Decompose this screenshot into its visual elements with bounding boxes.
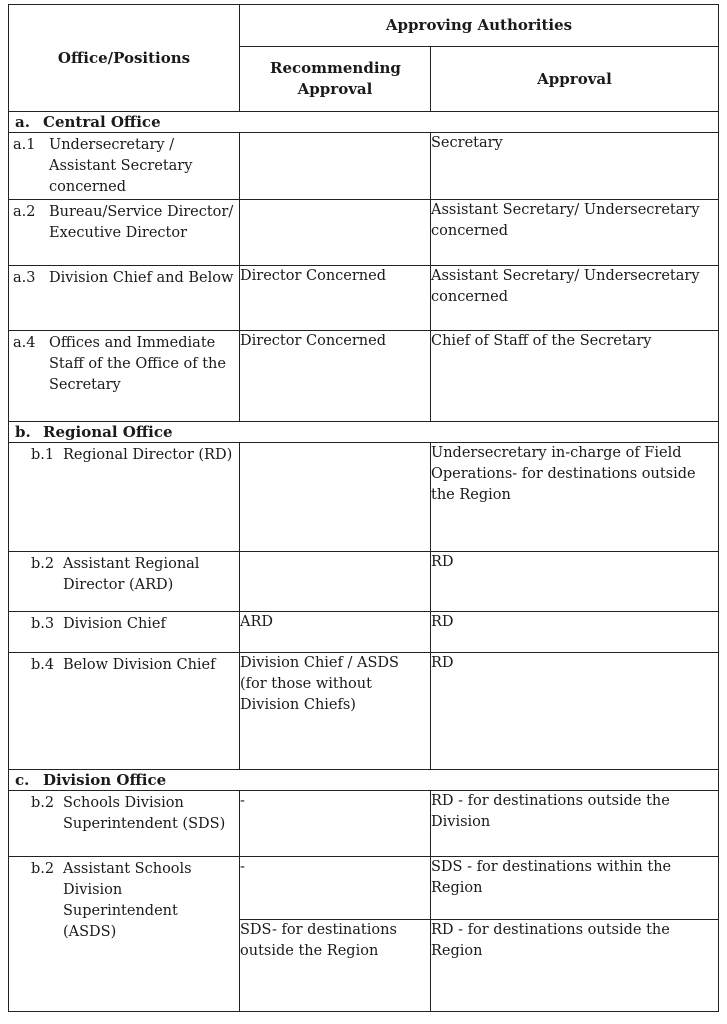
approval-cell: Assistant Secretary/ Undersecretary concerned: [431, 266, 719, 331]
position-cell: [9, 200, 240, 266]
position-code: b.4: [31, 657, 55, 673]
section-row-regional-office: [9, 422, 719, 443]
position-name: Offices and Immediate Staff of the Office of the Secretary: [49, 335, 226, 393]
position-cell: [9, 266, 240, 331]
position-code: b.2: [31, 556, 55, 572]
position-cell: [9, 552, 240, 612]
table-row: [9, 331, 719, 422]
section-heading: [9, 112, 719, 133]
section-title: Central Office: [43, 113, 161, 131]
section-title: Regional Office: [43, 423, 173, 441]
recommending-cell: Division Chief / ASDS (for those without Division Chiefs): [240, 653, 431, 770]
recommending-cell: -: [240, 857, 431, 920]
recommending-cell: [240, 200, 431, 266]
table-row: [9, 791, 719, 857]
approval-cell: Secretary: [431, 133, 719, 200]
approval-cell: Undersecretary in-charge of Field Operations- for destinations outside the Region: [431, 443, 719, 552]
position-code: a.3: [13, 270, 36, 286]
table-row: [9, 857, 719, 920]
section-row-central-office: [9, 112, 719, 133]
position-name: Regional Director (RD): [63, 447, 233, 463]
position-name: Schools Division Superintendent (SDS): [63, 795, 226, 832]
position-name: Undersecretary / Assistant Secretary concerned: [49, 137, 193, 195]
section-letter: a.: [15, 113, 30, 131]
header-recommending-approval: Recommending Approval: [240, 47, 431, 112]
recommending-cell: -: [240, 791, 431, 857]
recommending-cell: [240, 133, 431, 200]
header-approving-authorities: Approving Authorities: [240, 5, 719, 47]
position-cell: [9, 331, 240, 422]
position-name: Assistant Schools Division Superintendent (ASDS): [63, 861, 192, 940]
section-row-division-office: [9, 770, 719, 791]
approving-authorities-table: [8, 4, 719, 1012]
table-row: [9, 612, 719, 653]
position-name: Below Division Chief: [63, 657, 216, 673]
approval-cell: Chief of Staff of the Secretary: [431, 331, 719, 422]
recommending-cell: [240, 552, 431, 612]
table-row: [9, 200, 719, 266]
section-heading: [9, 770, 719, 791]
table-row: [9, 552, 719, 612]
approval-cell: SDS - for destinations within the Region: [431, 857, 719, 920]
recommending-cell: [240, 443, 431, 552]
header-office-positions: Office/Positions: [9, 5, 240, 112]
position-code: a.4: [13, 335, 36, 351]
position-code: a.2: [13, 204, 36, 220]
header-approval: Approval: [431, 47, 719, 112]
section-heading: [9, 422, 719, 443]
approval-cell: RD - for destinations outside the Region: [431, 920, 719, 1012]
recommending-cell: Director Concerned: [240, 331, 431, 422]
position-cell: [9, 857, 240, 1012]
position-code: b.2: [31, 861, 55, 877]
position-code: a.1: [13, 137, 36, 153]
approval-cell: RD - for destinations outside the Division: [431, 791, 719, 857]
position-cell: [9, 653, 240, 770]
position-cell: [9, 133, 240, 200]
position-cell: [9, 791, 240, 857]
approval-cell: RD: [431, 552, 719, 612]
approval-cell: RD: [431, 612, 719, 653]
position-code: b.2: [31, 795, 55, 811]
table-row: [9, 266, 719, 331]
approval-cell: RD: [431, 653, 719, 770]
position-name: Division Chief: [63, 616, 166, 632]
recommending-cell: SDS- for destinations outside the Region: [240, 920, 431, 1012]
section-letter: b.: [15, 423, 31, 441]
position-code: b.1: [31, 447, 55, 463]
position-name: Assistant Regional Director (ARD): [63, 556, 200, 593]
section-letter: c.: [15, 771, 30, 789]
table-row: [9, 133, 719, 200]
position-cell: [9, 443, 240, 552]
section-title: Division Office: [43, 771, 167, 789]
recommending-cell: ARD: [240, 612, 431, 653]
approval-cell: Assistant Secretary/ Undersecretary concerned: [431, 200, 719, 266]
table-row: [9, 443, 719, 552]
position-name: Bureau/Service Director/ Executive Director: [49, 204, 234, 241]
position-code: b.3: [31, 616, 55, 632]
table-row: [9, 653, 719, 770]
position-name: Division Chief and Below: [49, 270, 234, 286]
recommending-cell: Director Concerned: [240, 266, 431, 331]
position-cell: [9, 612, 240, 653]
